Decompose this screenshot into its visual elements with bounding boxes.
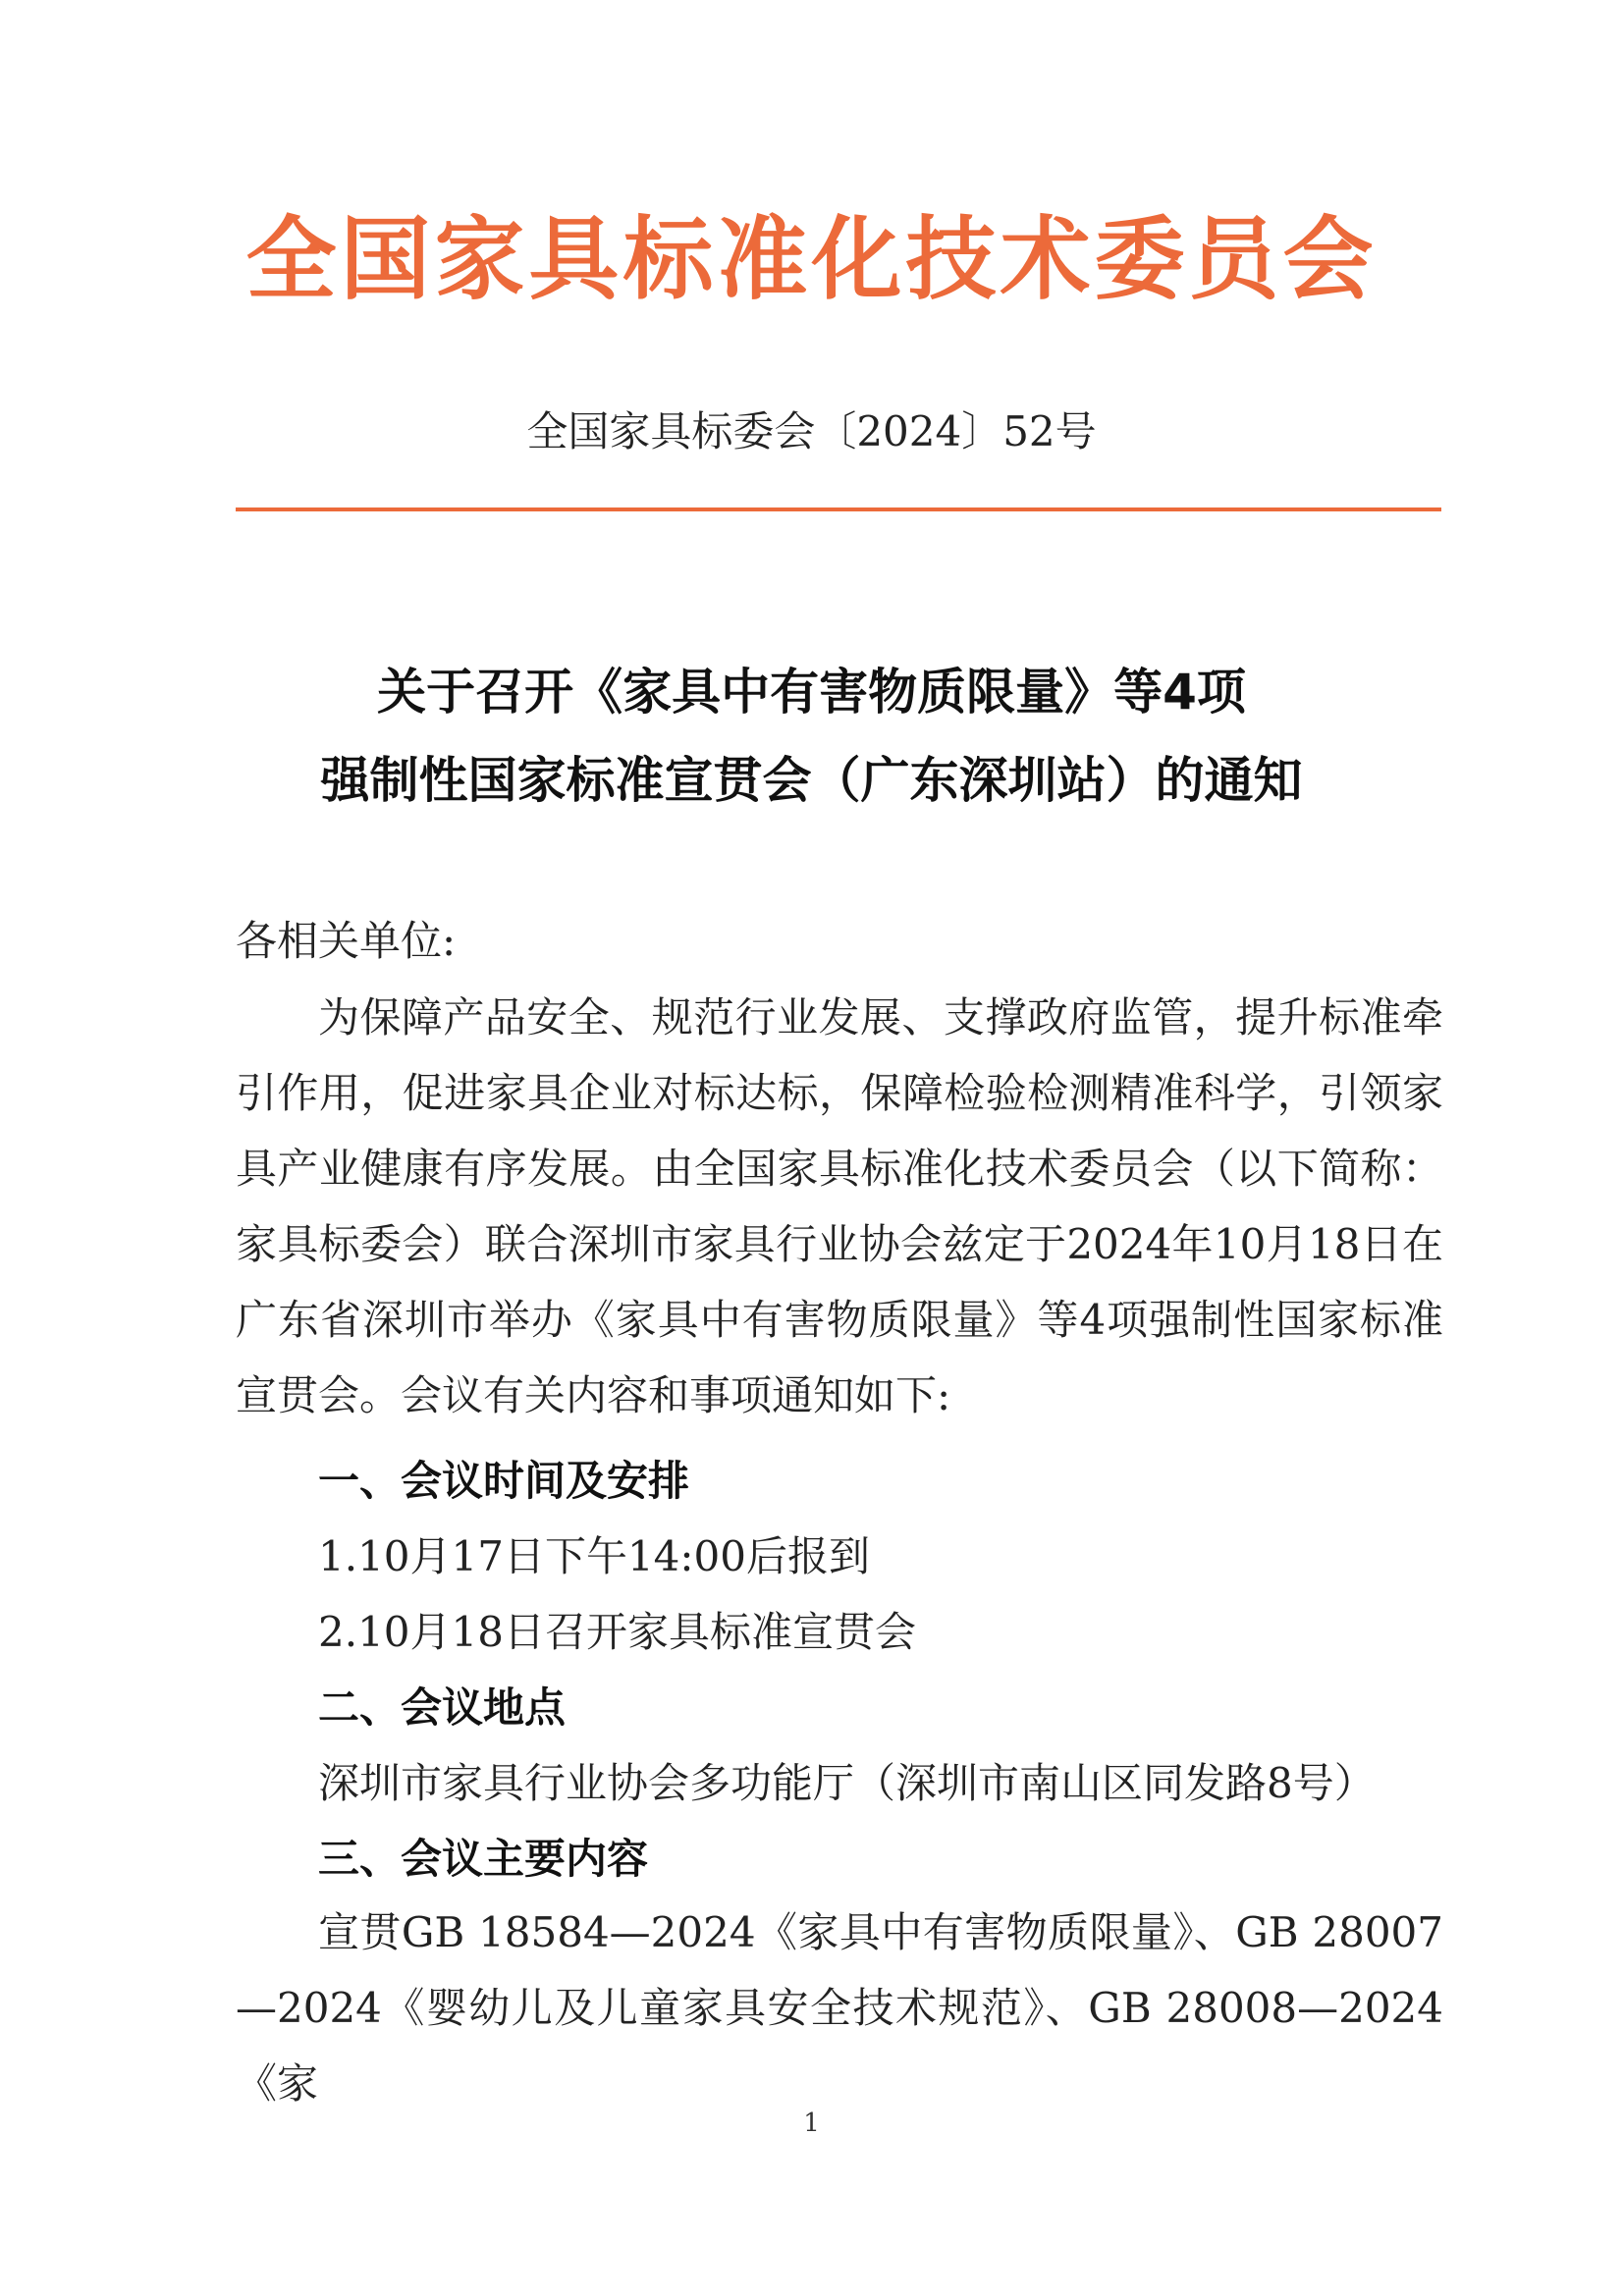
venue-address: 深圳市家具行业协会多功能厅（深圳市南山区同发路8号） [318, 1759, 1376, 1807]
schedule-item-2: 2.10月18日召开家具标准宣贯会 [318, 1608, 916, 1656]
document-number: 全国家具标委会〔2024〕52号 [526, 407, 1097, 455]
content-paragraph: 宣贯GB 18584—2024《家具中有害物质限量》、GB 28007—2024《婴幼儿及儿童家具安全技术规范》、GB 28008—2024《家 [236, 1908, 1443, 2108]
header-divider [236, 507, 1441, 511]
intro-paragraph: 为保障产品安全、规范行业发展、支撑政府监管，提升标准牵引作用，促进家具企业对标达标，保障检验检测精准科学，引领家具产业健康有序发展。由全国家具标准化技术委员会（以下简称：家具标委会）联合深圳市家具行业协会兹定于2024年10月18日在广东省深圳市举办《家具中有害物质限量》等4项强制性国家标准宣贯会。会议有关内容和事项通知如下: [236, 993, 1443, 1419]
page-number: 1 [803, 2109, 820, 2138]
organization-header: 全国家具标准化技术委员会 [245, 207, 1378, 312]
section-heading-venue: 二、会议地点 [318, 1683, 567, 1732]
notice-title [0, 648, 1623, 825]
section-heading-schedule: 一、会议时间及安排 [318, 1457, 690, 1505]
title-line-2: 强制性国家标准宣贯会（广东深圳站）的通知 [320, 752, 1303, 809]
title-line-1: 关于召开《家具中有害物质限量》等4项 [377, 664, 1246, 721]
schedule-item-1: 1.10月17日下午14:00后报到 [318, 1532, 870, 1580]
section-heading-content: 三、会议主要内容 [318, 1835, 649, 1883]
salutation: 各相关单位: [236, 917, 457, 965]
